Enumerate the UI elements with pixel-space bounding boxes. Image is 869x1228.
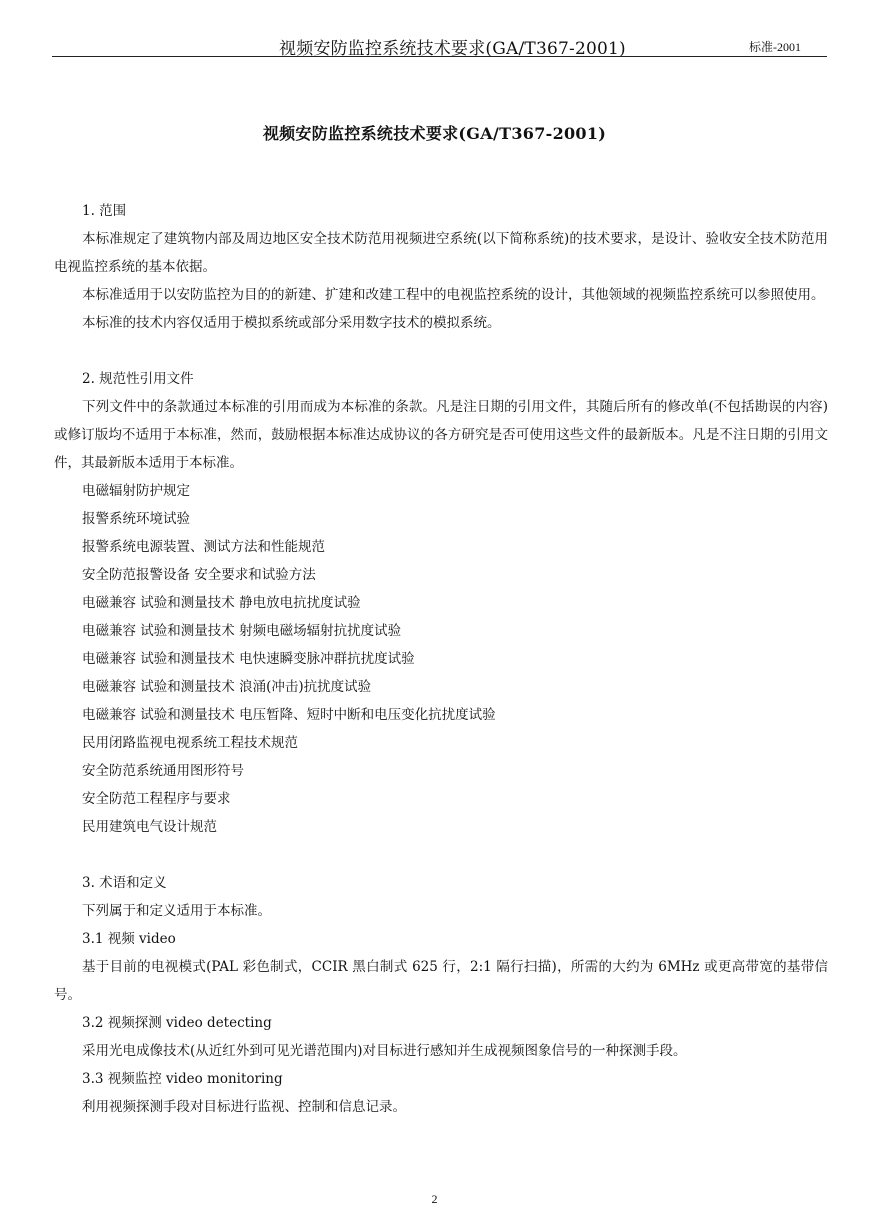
spacer bbox=[54, 337, 828, 365]
section-heading-references: 2. 规范性引用文件 bbox=[82, 371, 194, 387]
term-heading: 3.1 视频 video bbox=[82, 931, 176, 947]
reference-item: 民用闭路监视电视系统工程技术规范 bbox=[82, 735, 298, 751]
paragraph: 本标准规定了建筑物内部及周边地区安全技术防范用视频进空系统(以下简称系统)的技术要求，是设计、验收安全技术防范用电视监控系统的基本依据。 bbox=[54, 231, 828, 275]
term-definition: 利用视频探测手段对目标进行监视、控制和信息记录。 bbox=[82, 1099, 406, 1115]
reference-item: 电磁兼容 试验和测量技术 浪涌(冲击)抗扰度试验 bbox=[82, 679, 372, 695]
reference-item: 电磁兼容 试验和测量技术 电快速瞬变脉冲群抗扰度试验 bbox=[82, 651, 415, 667]
paragraph: 本标准的技术内容仅适用于模拟系统或部分采用数字技术的模拟系统。 bbox=[82, 315, 501, 331]
reference-item: 民用建筑电气设计规范 bbox=[82, 819, 217, 835]
reference-item: 安全防范报警设备 安全要求和试验方法 bbox=[82, 567, 316, 583]
header-divider bbox=[52, 56, 827, 57]
paragraph: 本标准适用于以安防监控为目的的新建、扩建和改建工程中的电视监控系统的设计，其他领域的视频监控系统可以参照使用。 bbox=[82, 287, 825, 303]
header-title: 视频安防监控系统技术要求(GA/T367-2001) bbox=[279, 39, 626, 59]
term-definition: 采用光电成像技术(从近红外到可见光谱范围内)对目标进行感知并生成视频图象信号的一种探测手段。 bbox=[82, 1043, 687, 1059]
term-heading: 3.3 视频监控 video monitoring bbox=[82, 1071, 283, 1087]
reference-item: 安全防范工程程序与要求 bbox=[82, 791, 231, 807]
reference-item: 电磁兼容 试验和测量技术 射频电磁场辐射抗扰度试验 bbox=[82, 623, 402, 639]
reference-item: 报警系统环境试验 bbox=[82, 511, 190, 527]
document-title: 视频安防监控系统技术要求(GA/T367-2001) bbox=[262, 124, 607, 143]
page-header bbox=[52, 28, 827, 59]
term-definition: 基于目前的电视模式(PAL 彩色制式，CCIR 黑白制式 625 行，2:1 隔行扫描)，所需的大约为 6MHz 或更高带宽的基带信号。 bbox=[54, 959, 828, 1003]
section-heading-scope: 1. 范围 bbox=[82, 203, 127, 219]
spacer bbox=[54, 841, 828, 869]
reference-item: 报警系统电源装置、测试方法和性能规范 bbox=[82, 539, 325, 555]
paragraph: 下列属于和定义适用于本标准。 bbox=[82, 903, 271, 919]
reference-item: 电磁辐射防护规定 bbox=[82, 483, 190, 499]
page-number: 2 bbox=[431, 1192, 438, 1206]
section-heading-terms: 3. 术语和定义 bbox=[82, 875, 167, 891]
paragraph: 下列文件中的条款通过本标准的引用而成为本标准的条款。凡是注日期的引用文件，其随后所有的修改单(不包括勘误的内容)或修订版均不适用于本标准，然而，鼓励根据本标准达成协议的各方研究是否可使用这些文件的最新版本。凡是不注日期的引用文件，其最新版本适用于本标准。 bbox=[54, 399, 828, 471]
document-body bbox=[54, 197, 828, 1121]
header-tag: 标准-2001 bbox=[749, 40, 801, 54]
term-heading: 3.2 视频探测 video detecting bbox=[82, 1015, 272, 1031]
reference-item: 电磁兼容 试验和测量技术 静电放电抗扰度试验 bbox=[82, 595, 361, 611]
reference-item: 电磁兼容 试验和测量技术 电压暂降、短时中断和电压变化抗扰度试验 bbox=[82, 707, 496, 723]
reference-item: 安全防范系统通用图形符号 bbox=[82, 763, 244, 779]
